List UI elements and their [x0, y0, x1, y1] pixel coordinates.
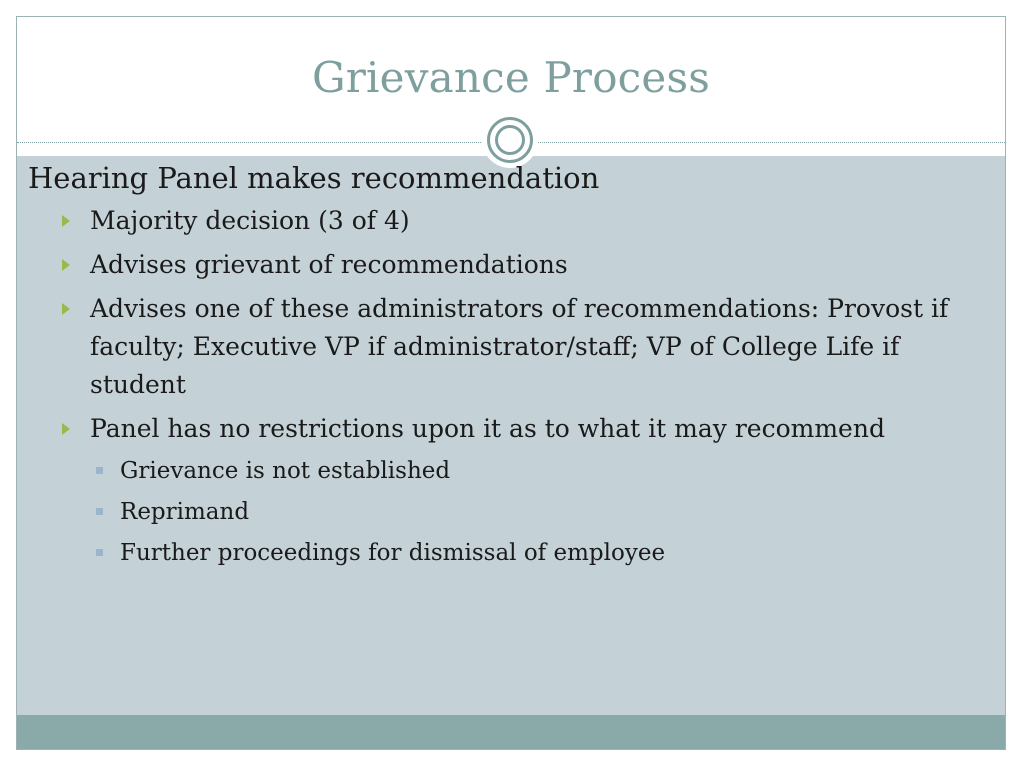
square-bullet-icon: [96, 467, 103, 474]
bullet-heading: Hearing Panel makes recommendation: [28, 161, 600, 195]
sub-bullet-item: [28, 454, 968, 488]
arrow-bullet-icon: [62, 259, 70, 271]
bullet-text: Majority decision (3 of 4): [90, 206, 410, 235]
square-bullet-icon: [96, 508, 103, 515]
arrow-bullet-icon: [62, 423, 70, 435]
bullet-text: Advises grievant of recommendations: [90, 250, 568, 279]
sub-bullet-item: [28, 536, 968, 570]
slide-title: Grievance Process: [312, 53, 710, 102]
sub-bullet-text: Further proceedings for dismissal of employee: [120, 540, 666, 566]
bullet-item: [28, 290, 968, 404]
sub-bullet-text: Reprimand: [120, 499, 250, 525]
bullet-text: Advises one of these administrators of recommendations: Provost if faculty; Executive VP if administrator/staff; VP of College Life if student: [90, 294, 949, 399]
arrow-bullet-icon: [62, 303, 70, 315]
bullet-item: [28, 246, 968, 284]
bullet-item: [28, 202, 968, 240]
bullet-text: Panel has no restrictions upon it as to what it may recommend: [90, 414, 885, 443]
sub-bullet-text: Grievance is not established: [120, 458, 451, 484]
sub-bullet-item: [28, 495, 968, 529]
arrow-bullet-icon: [62, 215, 70, 227]
ring-ornament-icon: [487, 117, 533, 163]
bullet-list: [28, 160, 968, 577]
ring-inner: [495, 125, 525, 155]
square-bullet-icon: [96, 549, 103, 556]
footer-band: [17, 715, 1005, 749]
bullet-item: [28, 410, 968, 448]
